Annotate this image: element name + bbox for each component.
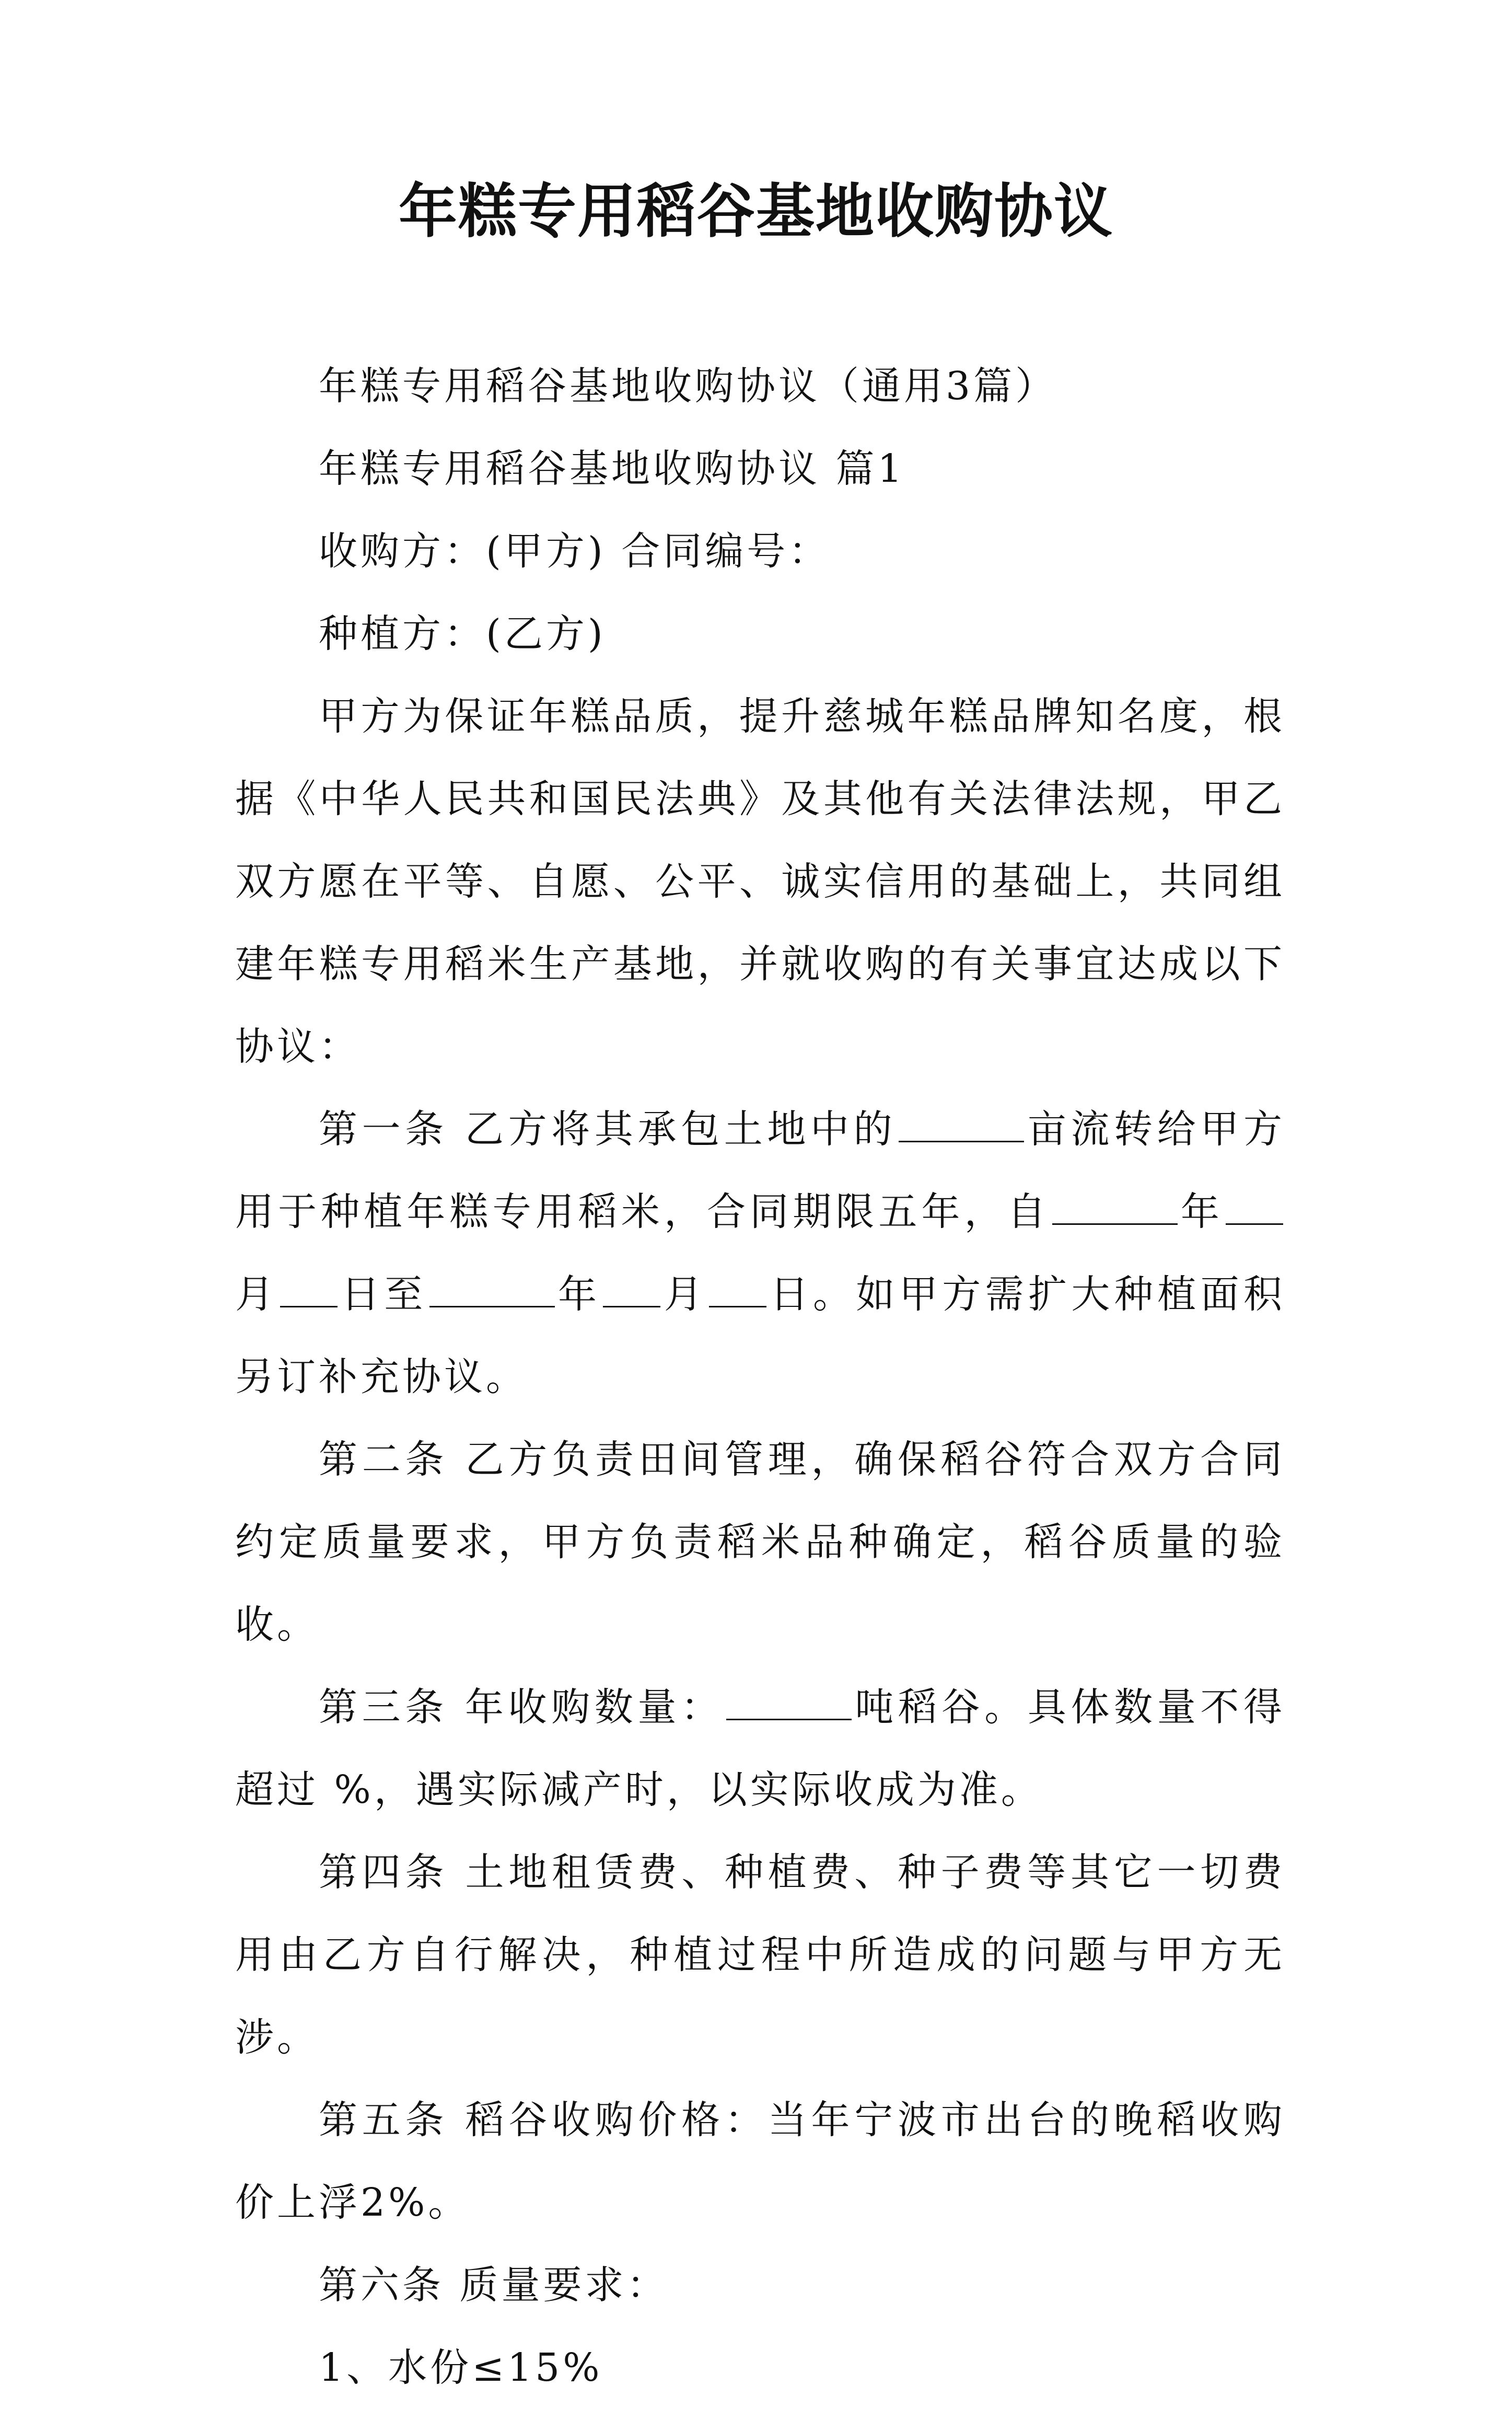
- article-1-year-label: 年: [1179, 1189, 1224, 1234]
- start-month-blank: [1226, 1192, 1283, 1225]
- end-year-blank: [429, 1275, 555, 1307]
- grower-line: 种植方：(乙方): [319, 611, 606, 656]
- area-blank: [899, 1109, 1024, 1142]
- article-1-end-year-label: 年: [556, 1272, 601, 1317]
- article-1: [235, 1088, 1285, 1418]
- start-year-blank: [1052, 1192, 1178, 1225]
- quantity-blank: [726, 1687, 852, 1720]
- buyer-line: 收购方：(甲方) 合同编号：: [319, 529, 831, 574]
- article-3: [235, 1666, 1285, 1831]
- article-1-end-month-label: 月: [662, 1272, 707, 1317]
- article-1-text-c: 日。如甲方需扩大种植面积另订补充协议。: [235, 1272, 1286, 1399]
- article-4: 第四条 土地租赁费、种植费、种子费等其它一切费用由乙方自行解决，种植过程中所造成的问题与甲方无涉。: [235, 1850, 1285, 2060]
- section-heading: 年糕专用稻谷基地收购协议 篇1: [319, 446, 905, 491]
- article-1-month-label: 月: [235, 1272, 278, 1317]
- article-5: 第五条 稻谷收购价格：当年宁波市出台的晚稻收购价上浮2%。: [235, 2098, 1285, 2225]
- end-day-blank: [709, 1275, 766, 1307]
- quality-item-1: 1、水份≤15%: [319, 2345, 603, 2390]
- article-1-text-a: 第一条 乙方将其承包土地中的: [319, 1107, 897, 1152]
- article-1-to-label: 日至: [340, 1272, 427, 1317]
- article-3-text-a: 第三条 年收购数量：: [319, 1685, 724, 1730]
- article-1-text-b: 亩流转给甲方用于种植年糕专用稻米，合同期限五年，自: [235, 1107, 1285, 1234]
- article-3-text-b: 吨稻谷。具体数量不得超过 %，遇实际减产时，以实际收成为准。: [235, 1685, 1285, 1812]
- subtitle: 年糕专用稻谷基地收购协议（通用3篇）: [319, 364, 1057, 409]
- article-2: 第二条 乙方负责田间管理，确保稻谷符合双方合同约定质量要求，甲方负责稻米品种确定，稻谷质量的验收。: [235, 1437, 1285, 1647]
- document-title: 年糕专用稻谷基地收购协议: [399, 178, 1113, 246]
- intro-paragraph: 甲方为保证年糕品质，提升慈城年糕品牌知名度，根据《中华人民共和国民法典》及其他有关法律法规，甲乙双方愿在平等、自愿、公平、诚实信用的基础上，共同组建年糕专用稻米生产基地，并就收购的有关事宜达成以下协议：: [235, 694, 1285, 1069]
- article-6: 第六条 质量要求：: [319, 2263, 669, 2308]
- end-month-blank: [603, 1275, 660, 1307]
- start-day-blank: [280, 1275, 338, 1307]
- document-body: [235, 345, 1285, 2409]
